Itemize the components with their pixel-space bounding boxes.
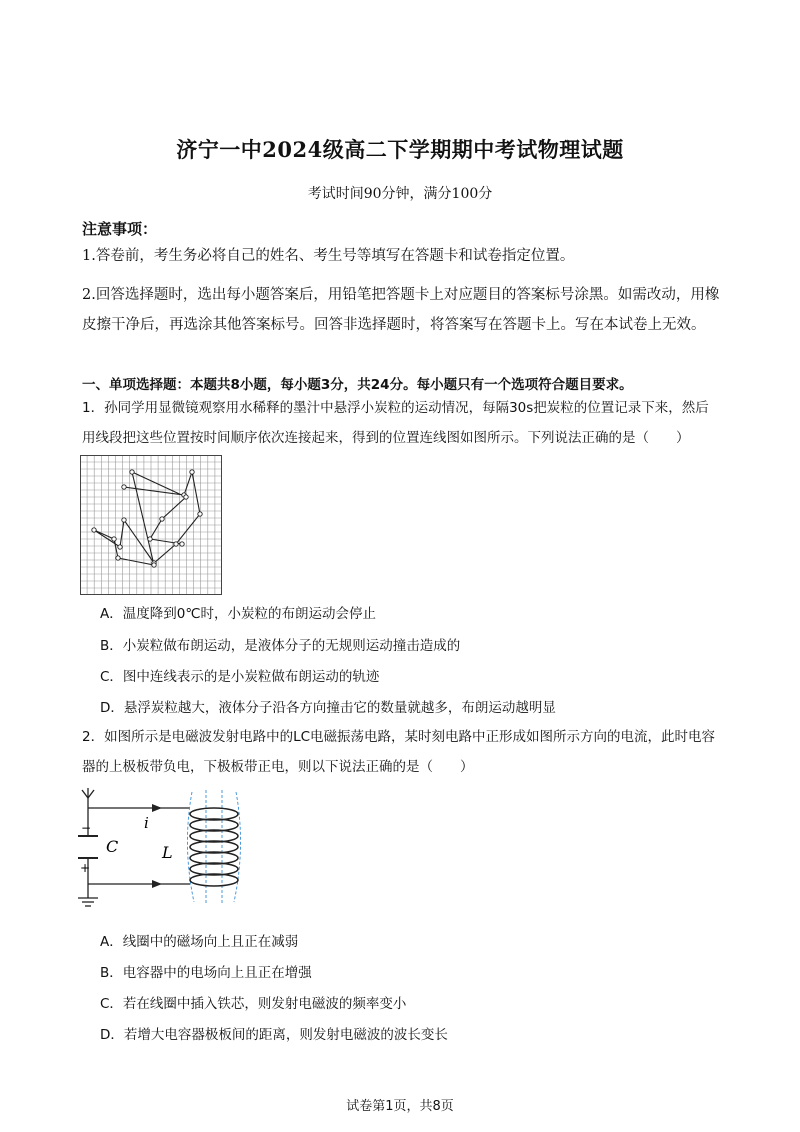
question-2-stem: 2．如图所示是电磁波发射电路中的LC电磁振荡电路，某时刻电路中正形成如图所示方向的电流，此时电容器的上极板带负电，下极板带正电，则以下说法正确的是（ ） — [82, 729, 716, 775]
position-dot — [122, 485, 126, 489]
current-label: i — [144, 814, 149, 832]
q1-option-a: A．温度降到0℃时，小炭粒的布朗运动会停止 — [100, 606, 376, 622]
q1-option-c: C．图中连线表示的是小炭粒做布朗运动的轨迹 — [100, 669, 380, 685]
capacitor-label: C — [106, 837, 119, 856]
capacitor-minus-sign: − — [81, 821, 92, 835]
inductor-label: L — [162, 843, 173, 862]
position-dot — [118, 545, 122, 549]
q2-option-b: B．电容器中的电场向上且正在增强 — [100, 965, 312, 981]
position-dot — [180, 542, 184, 546]
position-dot — [174, 542, 178, 546]
position-dot — [116, 556, 120, 560]
coil-turn — [190, 830, 238, 842]
page-footer: 试卷第1页，共8页 — [346, 1099, 454, 1114]
exam-subtitle: 考试时间90分钟，满分100分 — [307, 186, 493, 202]
q2-option-c: C．若在线圈中插入铁芯，则发射电磁波的频率变小 — [100, 996, 407, 1012]
coil-turn — [190, 863, 238, 875]
position-dot — [148, 537, 152, 541]
position-dot — [160, 517, 164, 521]
position-dot — [122, 518, 126, 522]
position-dot — [130, 470, 134, 474]
position-dot — [190, 470, 194, 474]
position-dot — [198, 512, 202, 516]
coil-turn — [190, 819, 238, 831]
notice-heading: 注意事项： — [82, 220, 158, 238]
notice-item-2: 2.回答选择题时，选出每小题答案后，用铅笔把答题卡上对应题目的答案标号涂黑。如需改动，用橡皮擦干净后，再选涂其他答案标号。回答非选择题时，将答案写在答题卡上。写在本试卷上无效。 — [82, 287, 720, 333]
coil-turn — [190, 808, 238, 820]
notice-item-1: 1.答卷前，考生务必将自己的姓名、考生号等填写在答题卡和试卷指定位置。 — [82, 248, 575, 264]
lc-circuit-figure — [72, 786, 242, 916]
section-heading: 一、单项选择题：本题共8小题，每小题3分，共24分。每小题只有一个选项符合题目要求。 — [82, 377, 633, 393]
exam-title: 济宁一中2024级高二下学期期中考试物理试题 — [176, 137, 624, 162]
question-1-stem: 1．孙同学用显微镜观察用水稀释的墨汁中悬浮小炭粒的运动情况，每隔30s把炭粒的位置记录下来，然后用线段把这些位置按时间顺序依次连接起来，得到的位置连线图如图所示。下列说法正确的是（ ） — [82, 400, 709, 446]
position-dot — [152, 563, 156, 567]
q1-option-d: D．悬浮炭粒越大，液体分子沿各方向撞击它的数量就越多，布朗运动越明显 — [100, 700, 556, 716]
brownian-motion-figure — [80, 455, 222, 595]
q2-option-d: D．若增大电容器极板间的距离，则发射电磁波的波长变长 — [100, 1027, 448, 1043]
coil-turn — [190, 874, 238, 886]
position-dot — [92, 528, 96, 532]
position-dot — [184, 495, 188, 499]
coil-turn — [190, 852, 238, 864]
coil-turn — [190, 841, 238, 853]
position-dot — [112, 537, 116, 541]
capacitor-plus-sign: + — [80, 861, 91, 875]
q2-option-a: A．线圈中的磁场向上且正在减弱 — [100, 934, 299, 950]
q1-option-b: B．小炭粒做布朗运动，是液体分子的无规则运动撞击造成的 — [100, 638, 461, 654]
